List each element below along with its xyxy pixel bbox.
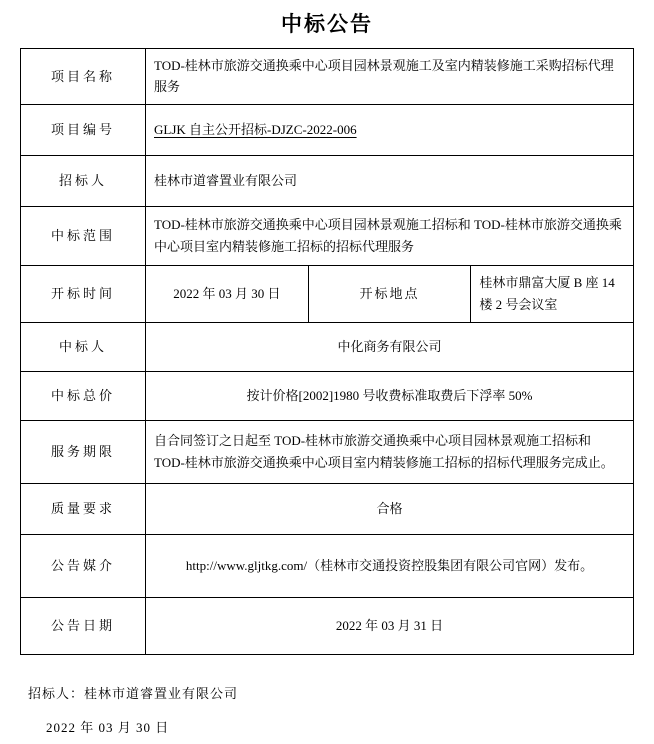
row-label-winner: 中标人 bbox=[21, 322, 146, 371]
footer-tenderer: 招标人：桂林市道睿置业有限公司 bbox=[28, 685, 239, 701]
table-row bbox=[21, 371, 634, 420]
footer-date: 2022 年 03 月 30 日 bbox=[46, 719, 170, 735]
table-row bbox=[21, 49, 634, 105]
row-label-project-name: 项目名称 bbox=[21, 49, 146, 105]
table-row bbox=[21, 206, 634, 265]
row-value-quality: 合格 bbox=[146, 483, 634, 534]
table-row bbox=[21, 483, 634, 534]
row-label-total-price: 中标总价 bbox=[21, 371, 146, 420]
row-value-project-name: TOD-桂林市旅游交通换乘中心项目园林景观施工及室内精装修施工采购招标代理服务 bbox=[146, 49, 634, 105]
row-value-announce-date: 2022 年 03 月 31 日 bbox=[146, 597, 634, 654]
project-code-text: GLJK 自主公开招标-DJZC-2022-006 bbox=[154, 122, 357, 138]
row-label-scope: 中标范围 bbox=[21, 206, 146, 265]
row-label-announce-date: 公告日期 bbox=[21, 597, 146, 654]
row-label-service-period: 服务期限 bbox=[21, 420, 146, 483]
page-title: 中标公告 bbox=[281, 12, 373, 36]
table-row bbox=[21, 322, 634, 371]
row-value-tenderer: 桂林市道睿置业有限公司 bbox=[146, 155, 634, 206]
row-value-total-price: 按计价格[2002]1980 号收费标准取费后下浮率 50% bbox=[146, 371, 634, 420]
table-row bbox=[21, 597, 634, 654]
row-value-bid-open-time: 2022 年 03 月 30 日 bbox=[146, 265, 309, 322]
row-value-scope: TOD-桂林市旅游交通换乘中心项目园林景观施工招标和 TOD-桂林市旅游交通换乘中心项目室内精装修施工招标的招标代理服务 bbox=[146, 206, 634, 265]
row-value-winner: 中化商务有限公司 bbox=[146, 322, 634, 371]
table-row bbox=[21, 155, 634, 206]
footer-block bbox=[28, 677, 654, 744]
row-label-media: 公告媒介 bbox=[21, 534, 146, 597]
table-row-bid-open bbox=[21, 265, 634, 322]
row-label-bid-open-time: 开标时间 bbox=[21, 265, 146, 322]
row-value-project-code bbox=[146, 104, 634, 155]
row-value-service-period: 自合同签订之日起至 TOD-桂林市旅游交通换乘中心项目园林景观施工招标和 TOD-桂林市旅游交通换乘中心项目室内精装修施工招标的招标代理服务完成止。 bbox=[146, 420, 634, 483]
row-value-bid-open-place: 桂林市鼎富大厦 B 座 14 楼 2 号会议室 bbox=[471, 265, 634, 322]
announcement-table bbox=[20, 48, 634, 655]
table-row bbox=[21, 420, 634, 483]
table-row bbox=[21, 104, 634, 155]
table-row bbox=[21, 534, 634, 597]
row-label-project-code: 项目编号 bbox=[21, 104, 146, 155]
row-label-tenderer: 招标人 bbox=[21, 155, 146, 206]
row-value-media: http://www.gljtkg.com/（桂林市交通投资控股集团有限公司官网）发布。 bbox=[146, 534, 634, 597]
row-label-quality: 质量要求 bbox=[21, 483, 146, 534]
row-label-bid-open-place: 开标地点 bbox=[308, 265, 471, 322]
